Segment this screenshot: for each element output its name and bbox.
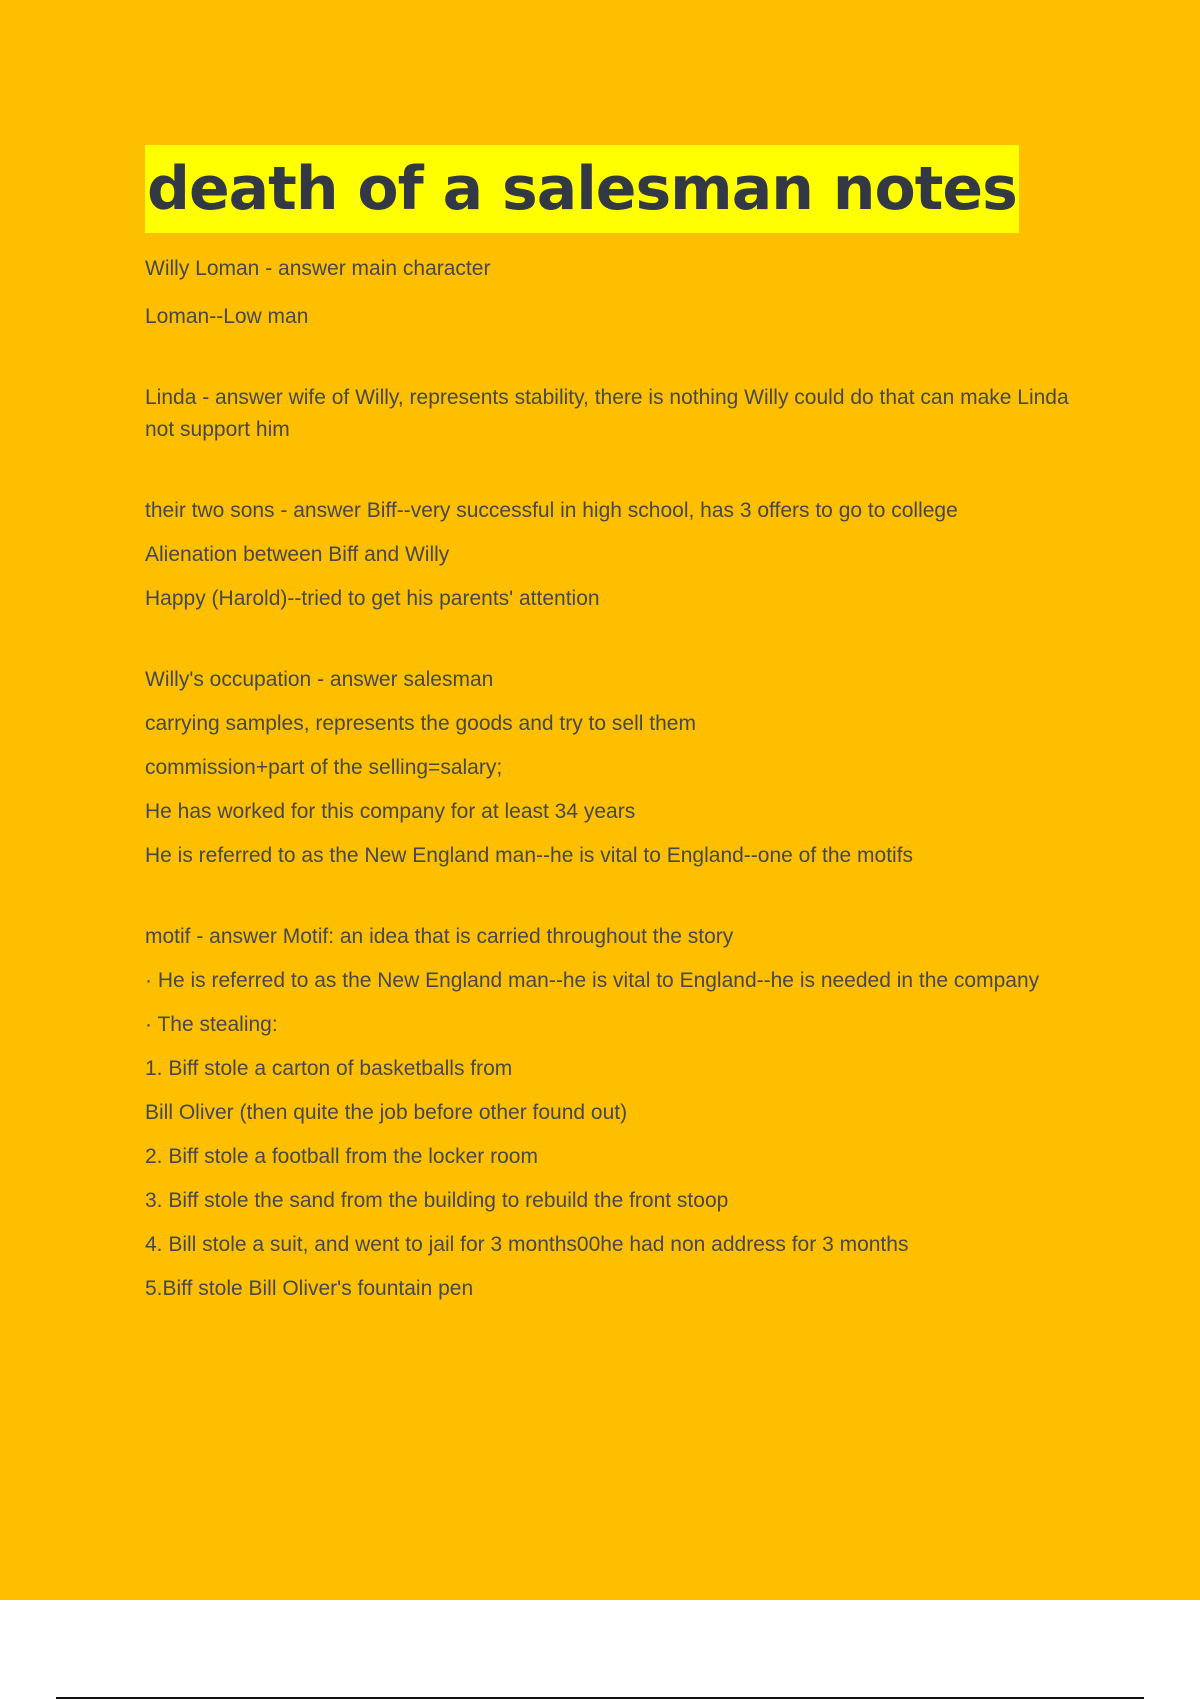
note-line: He has worked for this company for at least 34 years bbox=[145, 800, 636, 823]
note-line: carrying samples, represents the goods and try to sell them bbox=[145, 712, 696, 735]
note-line: Willy's occupation - answer salesman bbox=[145, 668, 494, 691]
note-line: Happy (Harold)--tried to get his parents' attention bbox=[145, 587, 600, 610]
note-line: 2. Biff stole a football from the locker room bbox=[145, 1145, 538, 1168]
document-title: death of a salesman notes bbox=[145, 145, 1019, 233]
note-line: · The stealing: bbox=[145, 1013, 278, 1036]
note-line: 4. Bill stole a suit, and went to jail for 3 months00he had non address for 3 months bbox=[145, 1233, 909, 1256]
note-line: Loman--Low man bbox=[145, 305, 309, 328]
note-line: 3. Biff stole the sand from the building to rebuild the front stoop bbox=[145, 1189, 729, 1212]
note-line: 1. Biff stole a carton of basketballs from bbox=[145, 1057, 513, 1080]
note-line: Linda - answer wife of Willy, represents stability, there is nothing Willy could do that can make Linda not support him bbox=[145, 386, 1069, 441]
note-line: He is referred to as the New England man--he is vital to England--one of the motifs bbox=[145, 844, 914, 867]
note-line: Alienation between Biff and Willy bbox=[145, 543, 450, 566]
document-content bbox=[145, 145, 1085, 1305]
note-line: motif - answer Motif: an idea that is carried throughout the story bbox=[145, 925, 734, 948]
note-line: their two sons - answer Biff--very successful in high school, has 3 offers to go to college bbox=[145, 499, 958, 522]
note-line: commission+part of the selling=salary; bbox=[145, 756, 503, 779]
note-line: Willy Loman - answer main character bbox=[145, 257, 491, 280]
footer-divider bbox=[56, 1697, 1144, 1699]
note-line: Bill Oliver (then quite the job before other found out) bbox=[145, 1101, 628, 1124]
note-line: 5.Biff stole Bill Oliver's fountain pen bbox=[145, 1277, 474, 1300]
note-line: · He is referred to as the New England man--he is vital to England--he is needed in the company bbox=[145, 969, 1040, 992]
